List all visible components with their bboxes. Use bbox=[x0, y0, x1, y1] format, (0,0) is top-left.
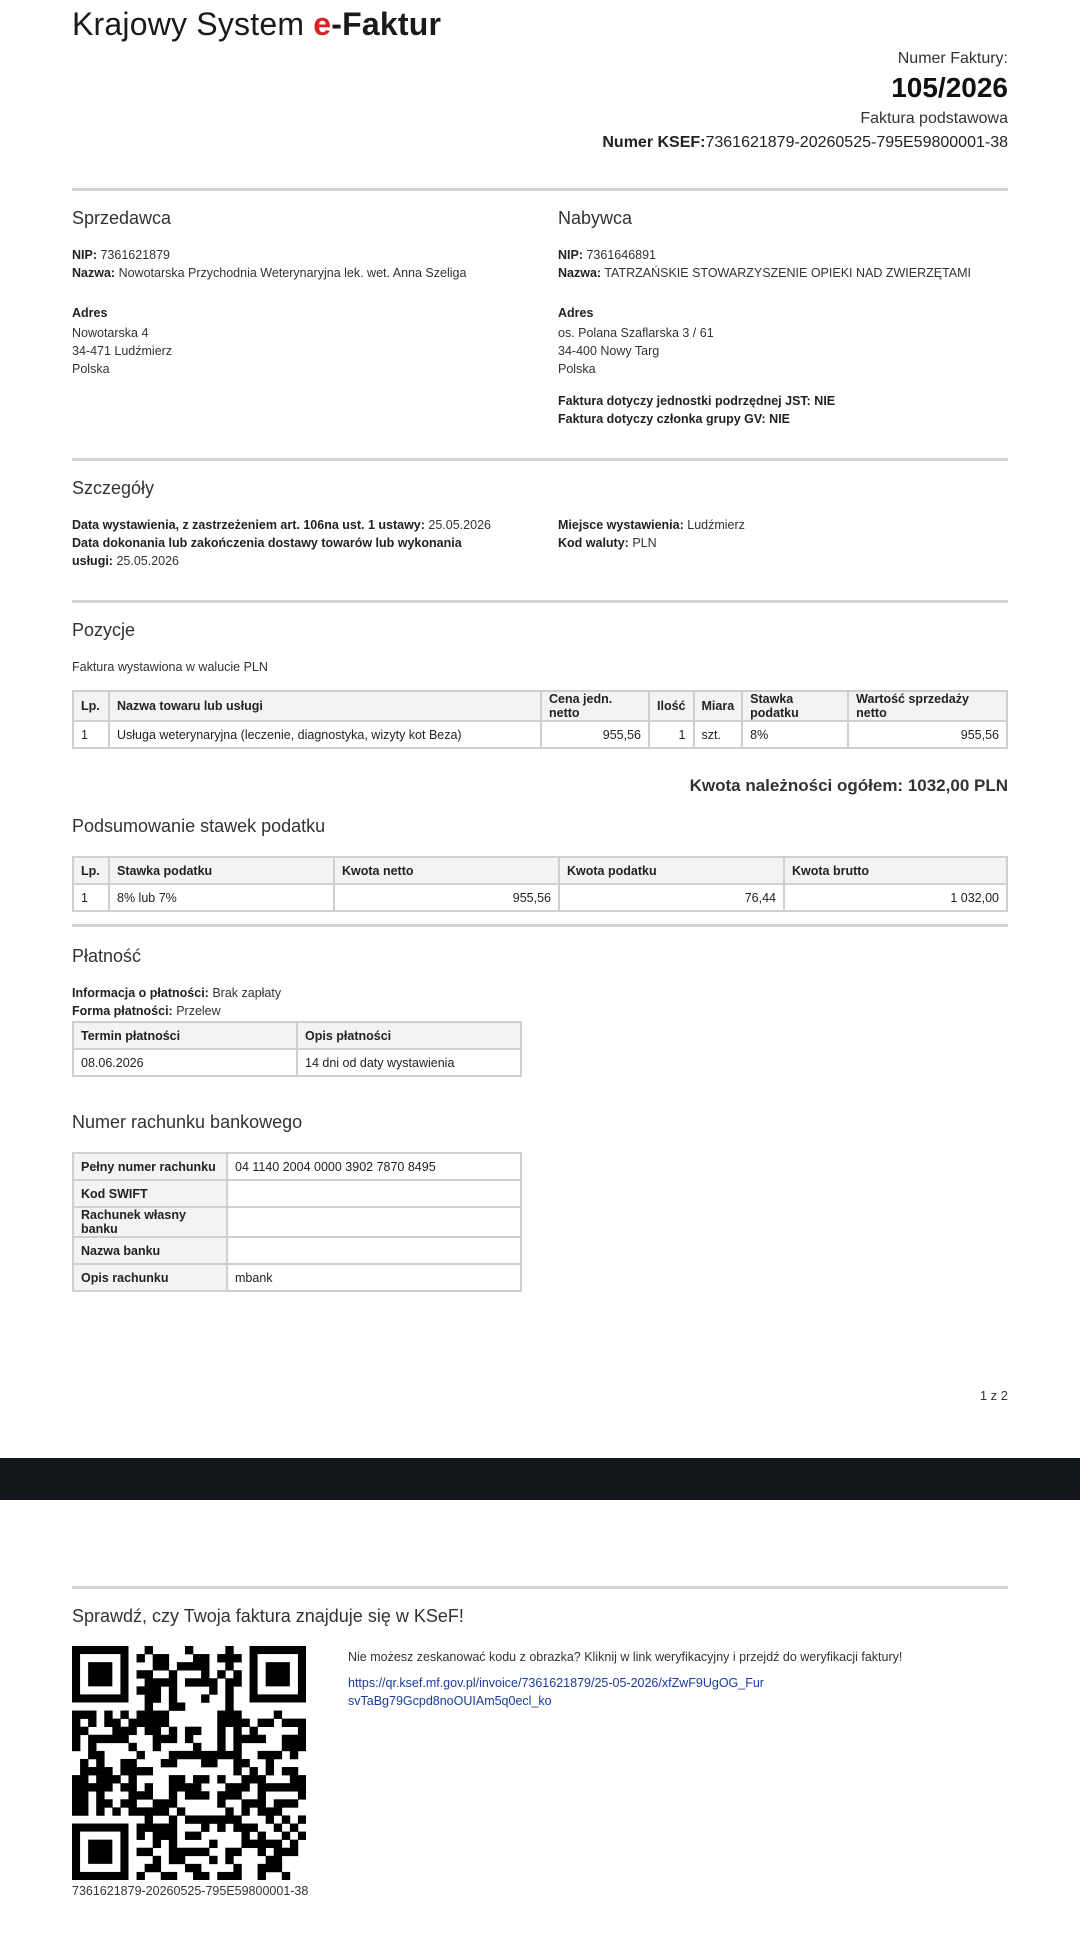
cell-net: 955,56 bbox=[334, 884, 559, 911]
tax-summary-title: Podsumowanie stawek podatku bbox=[72, 816, 326, 836]
cell-tax: 76,44 bbox=[559, 884, 784, 911]
row-label: Nazwa banku bbox=[73, 1237, 227, 1264]
row-label: Rachunek własny banku bbox=[73, 1207, 227, 1237]
payment-info: Informacja o płatności: Brak zapłaty bbox=[72, 986, 282, 1000]
col-header: Lp. bbox=[73, 857, 109, 884]
positions-table bbox=[72, 690, 1008, 749]
invoice-number: 105/2026 bbox=[891, 72, 1008, 103]
page-number: 1 z 2 bbox=[979, 1388, 1008, 1403]
buyer-title: Nabywca bbox=[558, 208, 633, 228]
seller-address-line1: Nowotarska 4 bbox=[72, 326, 149, 340]
col-header: Miara bbox=[694, 691, 743, 721]
row-value bbox=[227, 1180, 521, 1207]
bank-table bbox=[72, 1152, 522, 1292]
payment-title: Płatność bbox=[72, 946, 142, 966]
invoice-header bbox=[602, 50, 1008, 152]
cell-gross: 1 032,00 bbox=[784, 884, 1007, 911]
table-row bbox=[73, 1264, 521, 1291]
cell-name: Usługa weterynaryjna (leczenie, diagnostyka, wizyty kot Beza) bbox=[109, 721, 541, 748]
page-separator bbox=[0, 1458, 1080, 1500]
row-label: Opis rachunku bbox=[73, 1264, 227, 1291]
col-header: Termin płatności bbox=[73, 1022, 297, 1049]
issue-place: Miejsce wystawienia: Ludźmierz bbox=[558, 518, 745, 532]
table-row bbox=[73, 1049, 521, 1076]
currency-code: Kod waluty: PLN bbox=[558, 536, 657, 550]
cell-net: 955,56 bbox=[848, 721, 1007, 748]
table-row bbox=[73, 1180, 521, 1207]
table-row bbox=[73, 721, 1007, 748]
issue-date: Data wystawienia, z zastrzeżeniem art. 106na ust. 1 ustawy: 25.05.2026 bbox=[72, 518, 491, 532]
buyer-name: Nazwa: TATRZAŃSKIE STOWARZYSZENIE OPIEKI NAD ZWIERZĘTAMI bbox=[558, 266, 972, 280]
total-amount: Kwota należności ogółem: 1032,00 PLN bbox=[689, 776, 1008, 795]
invoice-type: Faktura podstawowa bbox=[860, 110, 1008, 127]
buyer-jst: Faktura dotyczy jednostki podrzędnej JST: NIE bbox=[558, 394, 836, 408]
cell-unit: szt. bbox=[694, 721, 743, 748]
row-value bbox=[227, 1207, 521, 1237]
table-header-row bbox=[73, 1022, 521, 1049]
cell-price: 955,56 bbox=[541, 721, 649, 748]
ksef-logo: Krajowy System e-Faktur bbox=[72, 6, 442, 42]
col-header: Ilość bbox=[649, 691, 694, 721]
divider bbox=[72, 188, 1008, 191]
verification-title: Sprawdź, czy Twoja faktura znajduje się w KSeF! bbox=[72, 1606, 464, 1626]
table-row bbox=[73, 1153, 521, 1180]
buyer-address-label: Adres bbox=[558, 306, 594, 320]
row-value: mbank bbox=[227, 1264, 521, 1291]
ksef-number: Numer KSEF:7361621879-20260525-795E59800001-38 bbox=[602, 134, 1008, 151]
tax-summary-table bbox=[72, 856, 1008, 912]
table-row bbox=[73, 1207, 521, 1237]
divider bbox=[72, 458, 1008, 461]
table-header-row bbox=[73, 857, 1007, 884]
seller-country: Polska bbox=[72, 362, 110, 376]
seller-address-line2: 34-471 Ludźmierz bbox=[72, 344, 173, 358]
col-header: Nazwa towaru lub usługi bbox=[109, 691, 541, 721]
cell-qty: 1 bbox=[649, 721, 694, 748]
cell-rate: 8% bbox=[742, 721, 848, 748]
col-header: Kwota netto bbox=[334, 857, 559, 884]
row-value bbox=[227, 1237, 521, 1264]
payment-table bbox=[72, 1021, 522, 1077]
invoice-number-label: Numer Faktury: bbox=[897, 50, 1008, 67]
bank-title: Numer rachunku bankowego bbox=[72, 1112, 303, 1132]
buyer-nip: NIP: 7361646891 bbox=[558, 248, 657, 262]
divider bbox=[72, 1586, 1008, 1589]
col-header: Cena jedn. netto bbox=[541, 691, 649, 721]
col-header: Kwota podatku bbox=[559, 857, 784, 884]
delivery-date: Data dokonania lub zakończenia dostawy towarów lub wykonania usługi: 25.05.2026 bbox=[72, 536, 462, 568]
row-value: 04 1140 2004 0000 3902 7870 8495 bbox=[227, 1153, 521, 1180]
qr-code-icon bbox=[72, 1646, 306, 1880]
table-row bbox=[73, 884, 1007, 911]
cell-due-date: 08.06.2026 bbox=[73, 1049, 297, 1076]
table-header-row bbox=[73, 691, 1007, 721]
cell-lp: 1 bbox=[73, 721, 109, 748]
row-label: Pełny numer rachunku bbox=[73, 1153, 227, 1180]
cell-lp: 1 bbox=[73, 884, 109, 911]
col-header: Opis płatności bbox=[297, 1022, 521, 1049]
invoice-page-1 bbox=[72, 0, 1008, 1458]
buyer-gv: Faktura dotyczy członka grupy GV: NIE bbox=[558, 412, 791, 426]
col-header: Wartość sprzedaży netto bbox=[848, 691, 1007, 721]
divider bbox=[72, 600, 1008, 603]
seller-name: Nazwa: Nowotarska Przychodnia Weterynaryjna lek. wet. Anna Szeliga bbox=[72, 266, 467, 280]
invoice-page-2 bbox=[72, 1500, 1008, 1948]
qr-caption: 7361621879-20260525-795E59800001-38 bbox=[72, 1884, 309, 1898]
col-header: Kwota brutto bbox=[784, 857, 1007, 884]
cell-payment-desc: 14 dni od daty wystawienia bbox=[297, 1049, 521, 1076]
seller-title: Sprzedawca bbox=[72, 208, 172, 228]
payment-form: Forma płatności: Przelew bbox=[72, 1004, 221, 1018]
verification-link[interactable]: https://qr.ksef.mf.gov.pl/invoice/7361621879/25-05-2026/xfZwF9UgOG_FursvTaBg79Gcpd8noOUIAm5q0ecl_ko bbox=[348, 1676, 764, 1708]
col-header: Stawka podatku bbox=[742, 691, 848, 721]
positions-title: Pozycje bbox=[72, 620, 136, 640]
col-header: Lp. bbox=[73, 691, 109, 721]
col-header: Stawka podatku bbox=[109, 857, 334, 884]
divider bbox=[72, 924, 1008, 927]
buyer-address-line2: 34-400 Nowy Targ bbox=[558, 344, 660, 358]
verification-instruction: Nie możesz zeskanować kodu z obrazka? Kliknij w link weryfikacyjny i przejdź do weryfikacji faktury! bbox=[348, 1650, 903, 1664]
buyer-country: Polska bbox=[558, 362, 596, 376]
details-title: Szczegóły bbox=[72, 478, 155, 498]
cell-rate: 8% lub 7% bbox=[109, 884, 334, 911]
seller-nip: NIP: 7361621879 bbox=[72, 248, 171, 262]
seller-address-label: Adres bbox=[72, 306, 108, 320]
table-row bbox=[73, 1237, 521, 1264]
buyer-address-line1: os. Polana Szaflarska 3 / 61 bbox=[558, 326, 714, 340]
positions-currency-note: Faktura wystawiona w walucie PLN bbox=[72, 660, 268, 674]
row-label: Kod SWIFT bbox=[73, 1180, 227, 1207]
